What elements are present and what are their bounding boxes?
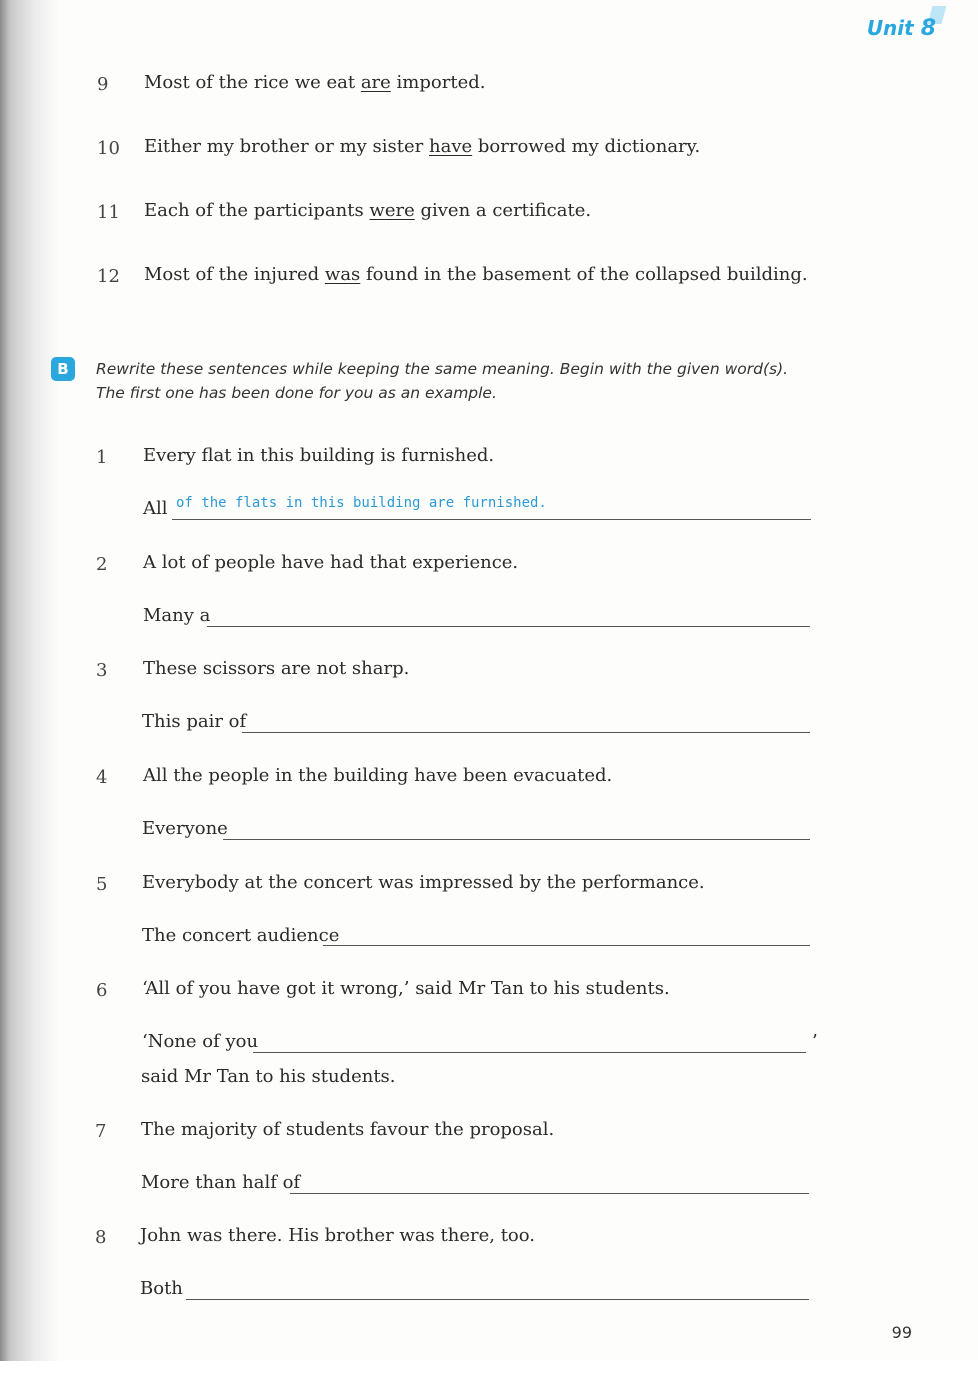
item-sentence: Most of the rice we eat are imported. (144, 72, 486, 93)
answer-line[interactable] (223, 839, 810, 840)
unit-number: 8 (920, 16, 936, 41)
item-number: 5 (96, 874, 108, 895)
item-number: 6 (96, 980, 108, 1001)
answer-prompt: Both (140, 1278, 183, 1299)
item-sentence: Every flat in this building is furnished. (143, 445, 495, 466)
answer-line[interactable] (290, 1193, 809, 1194)
underlined-word: was (324, 264, 361, 285)
answer-prompt: More than half of (141, 1172, 301, 1193)
item-number: 7 (95, 1121, 107, 1142)
answer-prompt: This pair of (142, 711, 247, 732)
answer-prompt: Many a (143, 605, 211, 626)
answer-continuation: said Mr Tan to his students. (141, 1066, 396, 1087)
item-sentence: The majority of students favour the proposal. (141, 1119, 555, 1140)
item-sentence: John was there. His brother was there, too. (140, 1225, 536, 1246)
item-number: 3 (96, 660, 108, 681)
page-spine-shadow (0, 0, 60, 1383)
answer-line[interactable] (253, 1052, 806, 1053)
section-b-instruction: Rewrite these sentences while keeping the same meaning. Begin with the given word(s). The first one has been done for you as an example. (96, 360, 789, 402)
answer-prompt: Everyone (142, 818, 228, 839)
item-sentence: ‘All of you have got it wrong,’ said Mr Tan to his students. (142, 978, 670, 999)
answer-line[interactable] (207, 626, 810, 627)
unit-label: Unit (866, 16, 914, 40)
closing-quote: ’ (812, 1031, 818, 1052)
answer-prompt: The concert audience (142, 925, 340, 946)
item-sentence: Either my brother or my sister have borrowed my dictionary. (144, 136, 701, 157)
item-sentence: A lot of people have had that experience. (143, 552, 519, 573)
item-number: 1 (96, 447, 108, 468)
underlined-word: are (360, 72, 391, 93)
unit-header (867, 16, 936, 41)
page-number: 99 (891, 1323, 912, 1342)
item-sentence: Most of the injured was found in the basement of the collapsed building. (144, 264, 808, 285)
answer-line[interactable] (172, 519, 811, 520)
section-b-badge: B (51, 357, 75, 381)
underlined-word: were (369, 200, 415, 221)
item-sentence: All the people in the building have been evacuated. (143, 765, 613, 786)
underlined-word: have (429, 136, 473, 157)
answer-line[interactable] (186, 1299, 809, 1300)
item-sentence: These scissors are not sharp. (143, 658, 410, 679)
item-number: 2 (96, 554, 108, 575)
item-number: 12 (97, 266, 120, 287)
answer-line[interactable] (242, 732, 810, 733)
item-number: 8 (95, 1227, 107, 1248)
answer-prompt: All (143, 498, 168, 519)
answer-prompt: ‘None of you (142, 1031, 259, 1052)
item-number: 10 (97, 138, 120, 159)
item-sentence: Each of the participants were given a certificate. (144, 200, 592, 221)
item-number: 11 (97, 202, 120, 223)
answer-line[interactable] (323, 945, 810, 946)
item-sentence: Everybody at the concert was impressed by the performance. (142, 872, 705, 893)
example-answer: of the flats in this building are furnished. (176, 495, 547, 511)
page-bottom-edge (0, 1361, 978, 1383)
item-number: 4 (96, 767, 108, 788)
item-number: 9 (97, 74, 109, 95)
